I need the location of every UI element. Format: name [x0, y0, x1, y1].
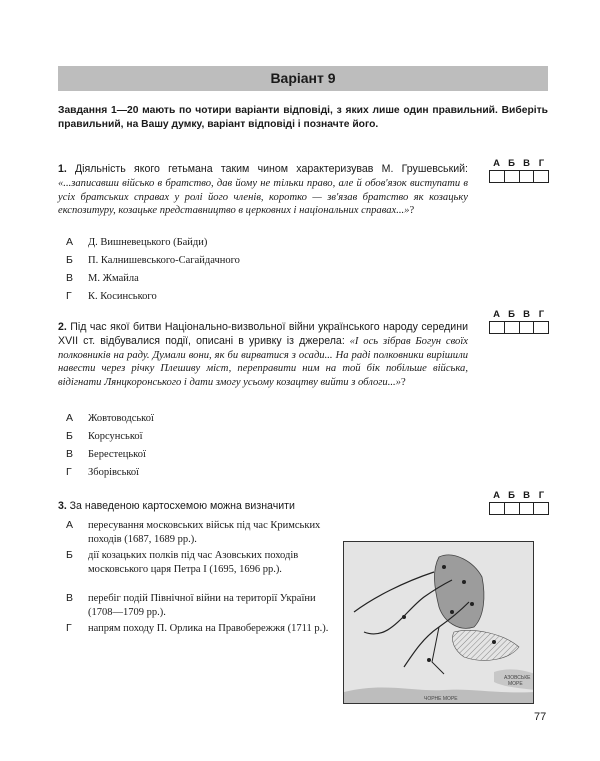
- answer-letter: В: [523, 490, 530, 501]
- answer-grid-3: [489, 490, 553, 515]
- answer-grid-2: [489, 309, 553, 334]
- black-sea-label: ЧОРНЕ МОРЕ: [424, 696, 458, 702]
- answer-letter: В: [523, 158, 530, 169]
- answer-letter: А: [493, 309, 500, 320]
- page-number: 77: [534, 711, 547, 723]
- answer-letter: Г: [538, 490, 545, 501]
- city-marker: [470, 602, 474, 606]
- option-3a[interactable]: А пересування московських військ під час Кримських походів (1687, 1689 рр.).: [66, 519, 321, 545]
- instructions: Завдання 1—20 мають по чотири варіанти відповіді, з яких лише один правильний. Виберіть правильний, на Вашу думку, варіант відповіді і позначте його.: [58, 105, 548, 130]
- answer-letter: А: [493, 158, 500, 169]
- question-stem: За наведеною картосхемою можна визначити: [69, 500, 295, 512]
- variant-banner: Варіант 9: [58, 66, 548, 91]
- azov-sea-label: АЗОВСЬКЕ: [504, 675, 531, 681]
- answer-cell[interactable]: [490, 322, 505, 333]
- question-stem: Діяльність якого гетьмана таким чином характеризував М. Грушевський:: [74, 163, 468, 175]
- answer-cell[interactable]: [505, 503, 520, 514]
- city-marker: [450, 610, 454, 614]
- answer-letter: В: [523, 309, 530, 320]
- question-quote: «...записавши військо в братство, дав йому не тільки право, але й обов'язок виступати в усіх братських справах у ролі його членів, коротко — зв'язав братство як козацьку експозитуру, козацьке представництво в церковних і національних справах...»: [58, 177, 468, 217]
- answer-cell[interactable]: [490, 171, 505, 182]
- option-2b[interactable]: Б Корсунської: [66, 430, 143, 442]
- answer-letter: А: [493, 490, 500, 501]
- city-marker: [442, 565, 446, 569]
- answer-cell[interactable]: [534, 171, 548, 182]
- option-1c[interactable]: В М. Жмайла: [66, 272, 139, 284]
- option-3d[interactable]: Г напрям походу П. Орлика на Правобережжя (1711 р.).: [66, 622, 329, 634]
- azov-sea-label: МОРЕ: [508, 681, 523, 687]
- answer-cell[interactable]: [520, 171, 535, 182]
- option-2c[interactable]: В Берестецької: [66, 448, 146, 460]
- option-3b[interactable]: Б дії козацьких полків під час Азовських походів московського царя Петра І (1695, 1696 рр.).: [66, 549, 299, 575]
- option-2d[interactable]: Г Зборівської: [66, 466, 140, 478]
- question-2-text: 2. Під час якої битви Національно-визвольної війни українського народу середини XVII ст. відбувалися події, описані в уривку із джерела: «І ось зібрав Богун своїх полковників на раду. Думали вони, як би вирватися з осади... На раді полковники вирішили навести через річку Плешиву міст, переправити ним на той бік побільше війська, відігнати Лянцкоронського і дати змогу усьому козацтву вийти з облоги...»?: [58, 321, 468, 389]
- option-1b[interactable]: Б П. Калнишевського-Сагайдачного: [66, 254, 240, 266]
- question-number: 1.: [58, 163, 67, 175]
- option-1a[interactable]: А Д. Вишневецького (Байди): [66, 236, 208, 248]
- question-stem: Під час якої битви Національно-визвольної війни українського народу середини XVII ст. відбувалися події, описані в уривку із джерела:: [58, 321, 468, 347]
- answer-cell[interactable]: [534, 503, 548, 514]
- question-1-text: 1. Діяльність якого гетьмана таким чином характеризував М. Грушевський: «...записавши військо в братство, дав йому не тільки право, але й обов'язок виступати в усіх братських справах у ролі його членів, коротко — зв'язав братство як козацьку експозитуру, козацьке представництво в церковних і національних справах...»?: [58, 163, 468, 217]
- option-2a[interactable]: А Жовтоводської: [66, 412, 154, 424]
- answer-letter: Б: [508, 158, 515, 169]
- answer-cell[interactable]: [534, 322, 548, 333]
- answer-cell[interactable]: [520, 503, 535, 514]
- map-drawing: [344, 542, 534, 704]
- answer-letter: Г: [538, 309, 545, 320]
- answer-letter: Г: [538, 158, 545, 169]
- answer-letter: Б: [508, 490, 515, 501]
- answer-cell[interactable]: [505, 171, 520, 182]
- option-1d[interactable]: Г К. Косинського: [66, 290, 157, 302]
- question-3-text: [58, 500, 468, 514]
- city-marker: [402, 615, 406, 619]
- answer-cell[interactable]: [520, 322, 535, 333]
- city-marker: [492, 640, 496, 644]
- answer-letter: Б: [508, 309, 515, 320]
- option-3c[interactable]: В перебіг подій Північної війни на території України (1708—1709 рр.).: [66, 592, 316, 618]
- answer-cell[interactable]: [505, 322, 520, 333]
- city-marker: [427, 658, 431, 662]
- historical-map: [343, 541, 534, 704]
- question-number: 3.: [58, 500, 67, 512]
- question-number: 2.: [58, 321, 67, 333]
- answer-grid-1: [489, 158, 553, 183]
- question-quote: «І ось зібрав Богун своїх полковників на раду. Думали вони, як би вирватися з осади... На раді полковники вирішили навести через річку Плешиву міст, переправити ним на той бік побільше війська, відігнати Лянцкоронського і дати змогу усьому козацтву вийти з облоги...»: [58, 335, 468, 389]
- answer-cell[interactable]: [490, 503, 505, 514]
- city-marker: [462, 580, 466, 584]
